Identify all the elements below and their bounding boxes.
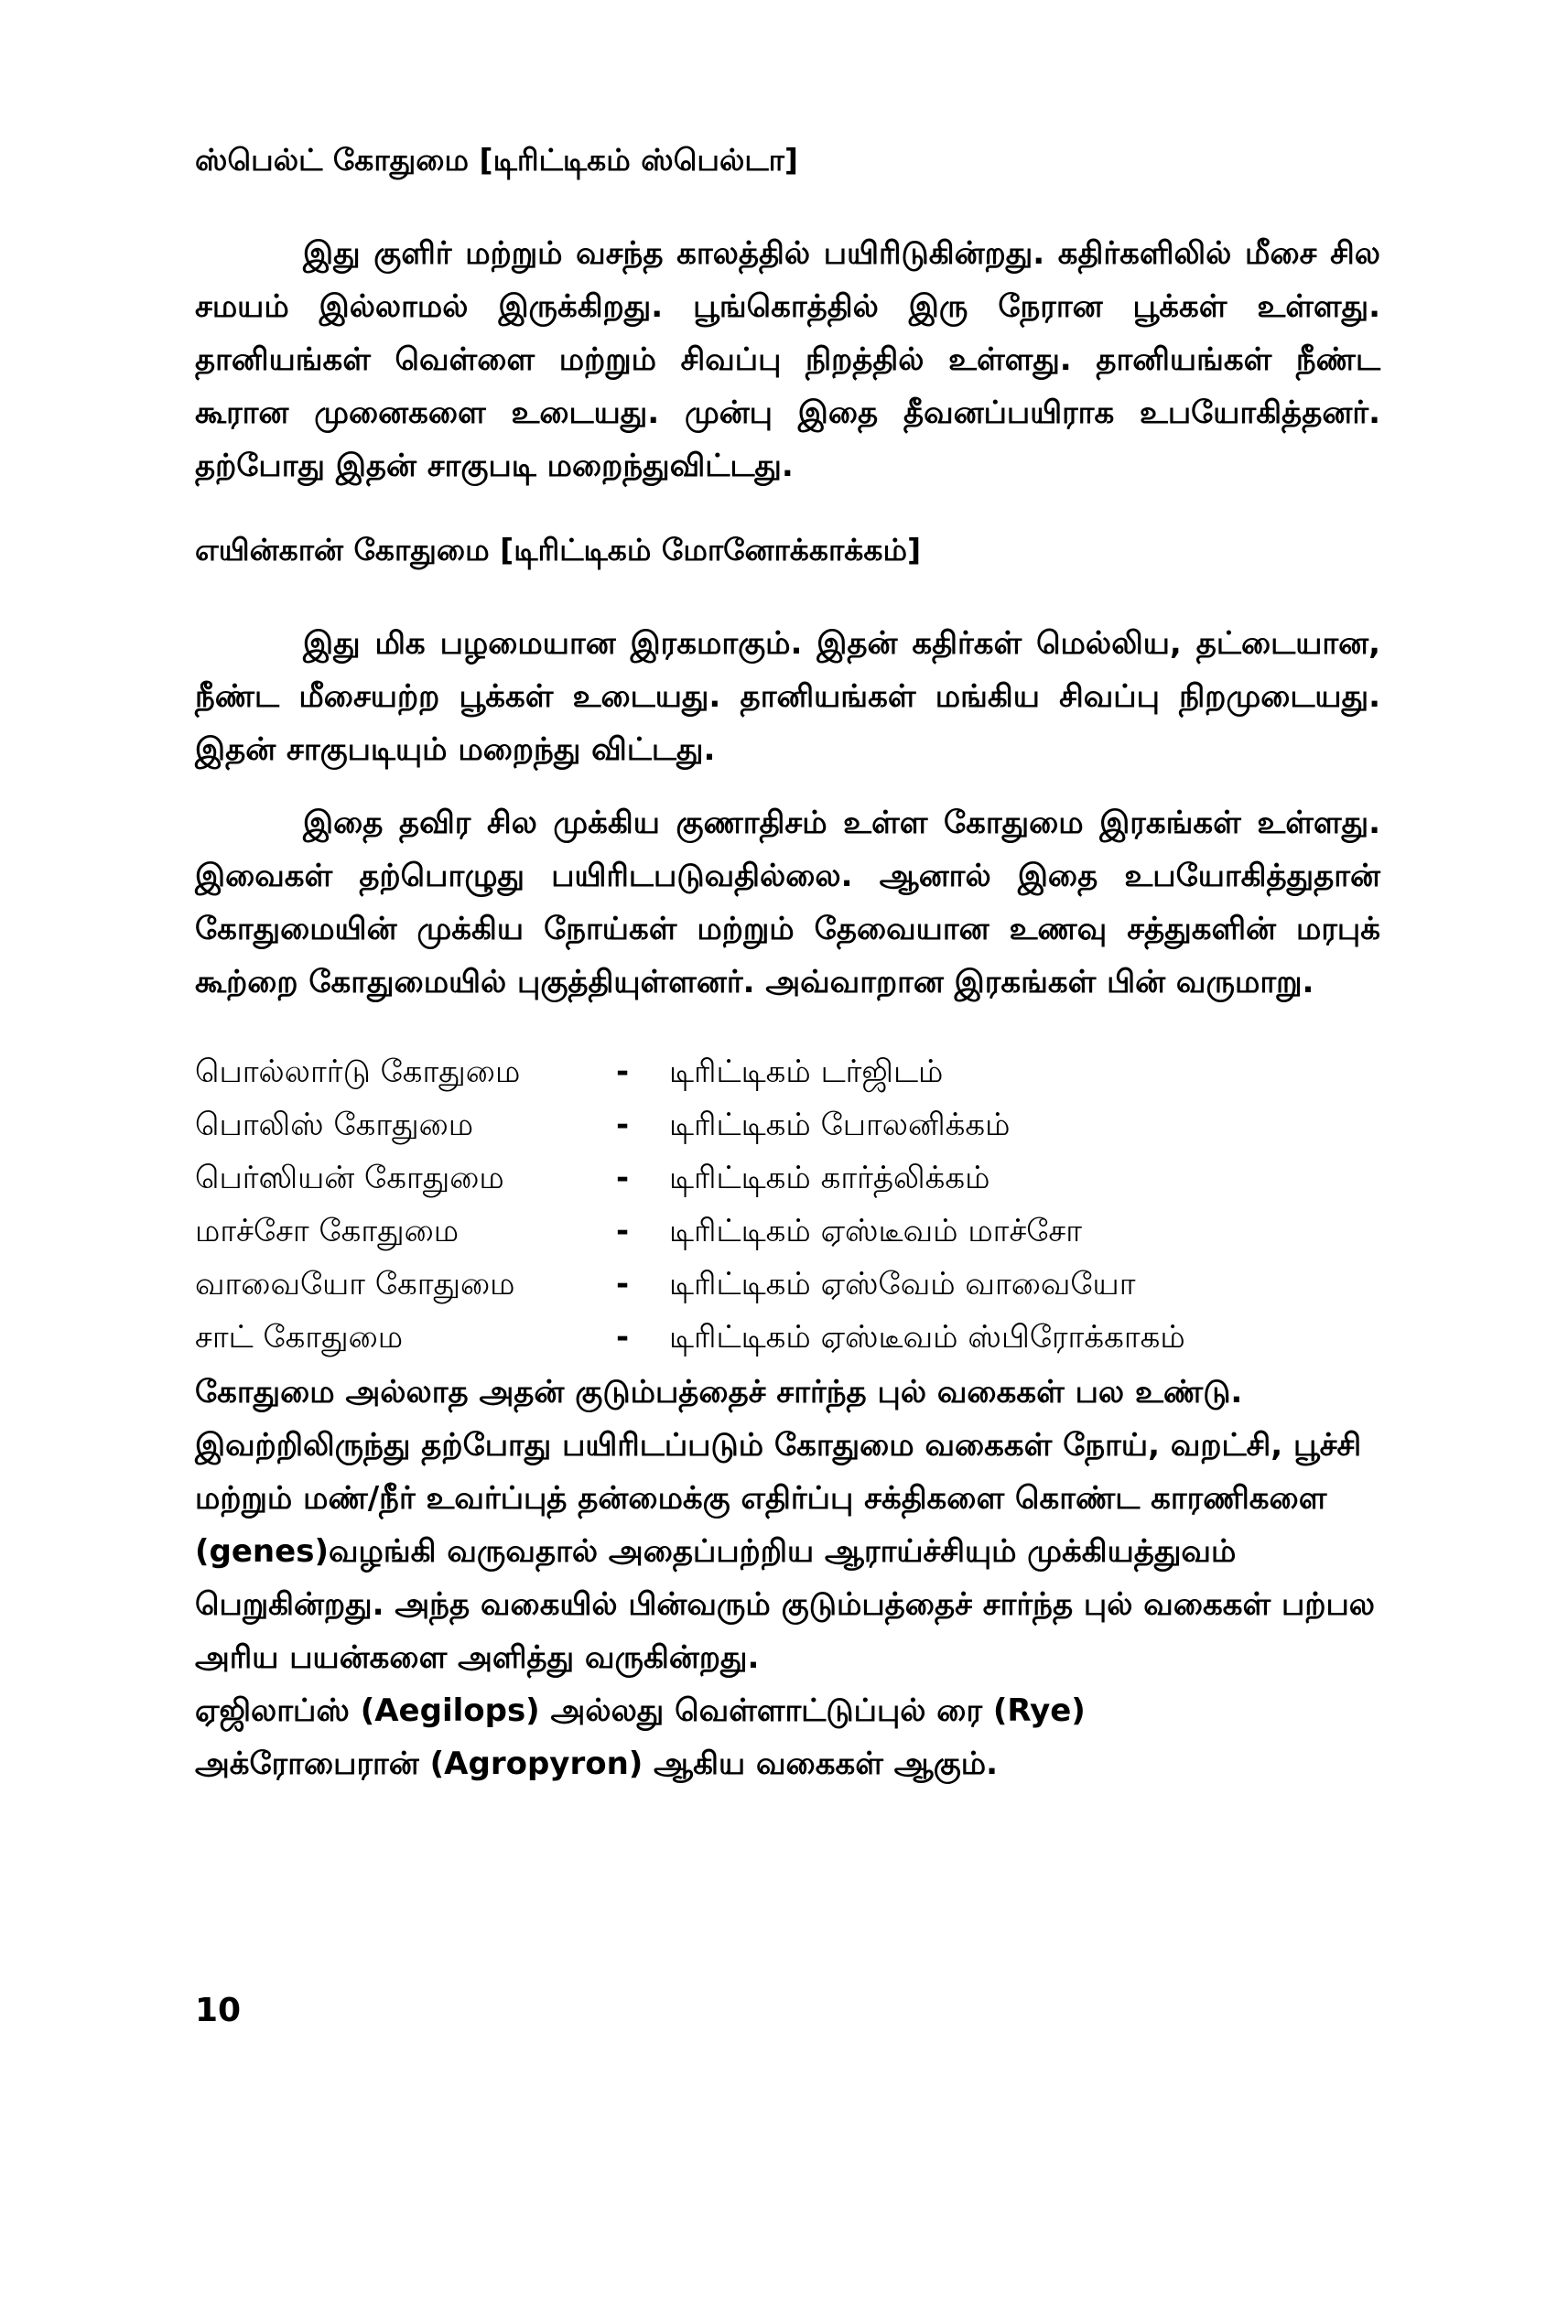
variety-dash: - <box>616 1160 630 1196</box>
page-number: 10 <box>195 1992 242 2029</box>
variety-row <box>195 1098 1380 1151</box>
variety-row <box>195 1151 1380 1205</box>
variety-common-name: பொல்லார்டு கோதுமை <box>195 1054 521 1090</box>
variety-scientific-name: டிரிட்டிகம் ஏஸ்டீவம் ஸ்பிரோக்காகம் <box>669 1319 1185 1356</box>
einkorn-wheat-paragraph: இது மிக பழமையான இரகமாகும். இதன் கதிர்கள் மெல்லிய, தட்டையான, நீண்ட மீசையற்ற பூக்கள் உடையது. தானியங்கள் மங்கிய சிவப்பு நிறமுடையது. இதன் சாகுபடியும் மறைந்து விட்டது. <box>195 625 1380 768</box>
closing-text: அல்லது வெள்ளாட்டுப்புல் ரை <box>539 1692 993 1729</box>
variety-common-name: மாச்சோ கோதுமை <box>195 1213 460 1249</box>
variety-dash: - <box>616 1266 630 1303</box>
variety-row <box>195 1205 1380 1258</box>
page-content <box>195 137 1380 1790</box>
variety-scientific-name: டிரிட்டிகம் கார்த்லிக்கம் <box>669 1160 990 1196</box>
variety-common-name: பெர்ஸியன் கோதுமை <box>195 1160 504 1196</box>
latin-term-aegilops: (Aegilops) <box>360 1692 540 1729</box>
variety-dash: - <box>616 1054 630 1090</box>
section-heading-spelt-wheat: ஸ்பெல்ட் கோதுமை [டிரிட்டிகம் ஸ்பெல்டா] <box>195 142 798 178</box>
variety-scientific-name: டிரிட்டிகம் ஏஸ்வேம் வாவையோ <box>669 1266 1136 1303</box>
variety-dash: - <box>616 1213 630 1249</box>
latin-term-genes: (genes) <box>195 1533 329 1570</box>
section-heading-einkorn-wheat: எயின்கான் கோதுமை [டிரிட்டிகம் மோனோக்காக்கம்] <box>195 532 922 567</box>
variety-common-name: வாவையோ கோதுமை <box>195 1266 515 1303</box>
variety-list <box>195 1045 1380 1364</box>
closing-text: அக்ரோபைரான் <box>195 1746 430 1782</box>
closing-text-part1: கோதுமை அல்லாத அதன் குடும்பத்தைச் சார்ந்த புல் வகைகள் பல உண்டு. இவற்றிலிருந்து தற்போது பயிரிடப்படும் கோதுமை வகைகள் நோய், வறட்சி, பூச்சி மற்றும் மண்/நீர் உவர்ப்புத் தன்மைக்கு எதிர்ப்பு சக்திகளை கொண்ட காரணிகளை <box>195 1374 1362 1517</box>
variety-scientific-name: டிரிட்டிகம் டர்ஜிடம் <box>669 1054 944 1090</box>
spelt-wheat-paragraph: இது குளிர் மற்றும் வசந்த காலத்தில் பயிரிடுகின்றது. கதிர்களிலில் மீசை சில சமயம் இல்லாமல் இருக்கிறது. பூங்கொத்தில் இரு நேரான பூக்கள் உள்ளது. தானியங்கள் வெள்ளை மற்றும் சிவப்பு நிறத்தில் உள்ளது. தானியங்கள் நீண்ட கூரான முனைகளை உடையது. முன்பு இதை தீவனப்பயிராக உபயோகித்தனர். தற்போது இதன் சாகுபடி மறைந்துவிட்டது. <box>195 235 1380 484</box>
variety-dash: - <box>616 1319 630 1356</box>
variety-row <box>195 1045 1380 1098</box>
closing-text-part2: வழங்கி வருவதால் அதைப்பற்றிய ஆராய்ச்சியும் முக்கியத்துவம் பெறுகின்றது. அந்த வகையில் பின்வரும் குடும்பத்தைச் சார்ந்த புல் வகைகள் பற்பல அரிய பயன்களை அளித்து வருகின்றது. <box>195 1533 1375 1676</box>
closing-text: ஏஜிலாப்ஸ் <box>195 1692 361 1729</box>
variety-common-name: பொலிஸ் கோதுமை <box>195 1107 474 1143</box>
closing-line-agropyron <box>195 1737 1380 1790</box>
closing-line-aegilops <box>195 1684 1380 1737</box>
latin-term-rye: (Rye) <box>992 1692 1086 1729</box>
latin-term-agropyron: (Agropyron) <box>429 1746 643 1782</box>
closing-paragraph <box>195 1366 1380 1684</box>
other-varieties-paragraph: இதை தவிர சில முக்கிய குணாதிசம் உள்ள கோதுமை இரகங்கள் உள்ளது. இவைகள் தற்பொழுது பயிரிடபடுவதில்லை. ஆனால் இதை உபயோகித்துதான் கோதுமையின் முக்கிய நோய்கள் மற்றும் தேவையான உணவு சத்துகளின் மரபுக் கூற்றை கோதுமையில் புகுத்தியுள்ளனர். அவ்வாறான இரகங்கள் பின் வருமாறு. <box>195 805 1380 1000</box>
variety-row <box>195 1258 1380 1311</box>
closing-text: ஆகிய வகைகள் ஆகும். <box>643 1746 999 1782</box>
variety-dash: - <box>616 1107 630 1143</box>
variety-common-name: சாட் கோதுமை <box>195 1319 404 1356</box>
variety-scientific-name: டிரிட்டிகம் போலனிக்கம் <box>669 1107 1011 1143</box>
variety-row <box>195 1311 1380 1364</box>
variety-scientific-name: டிரிட்டிகம் ஏஸ்டீவம் மாச்சோ <box>669 1213 1082 1249</box>
